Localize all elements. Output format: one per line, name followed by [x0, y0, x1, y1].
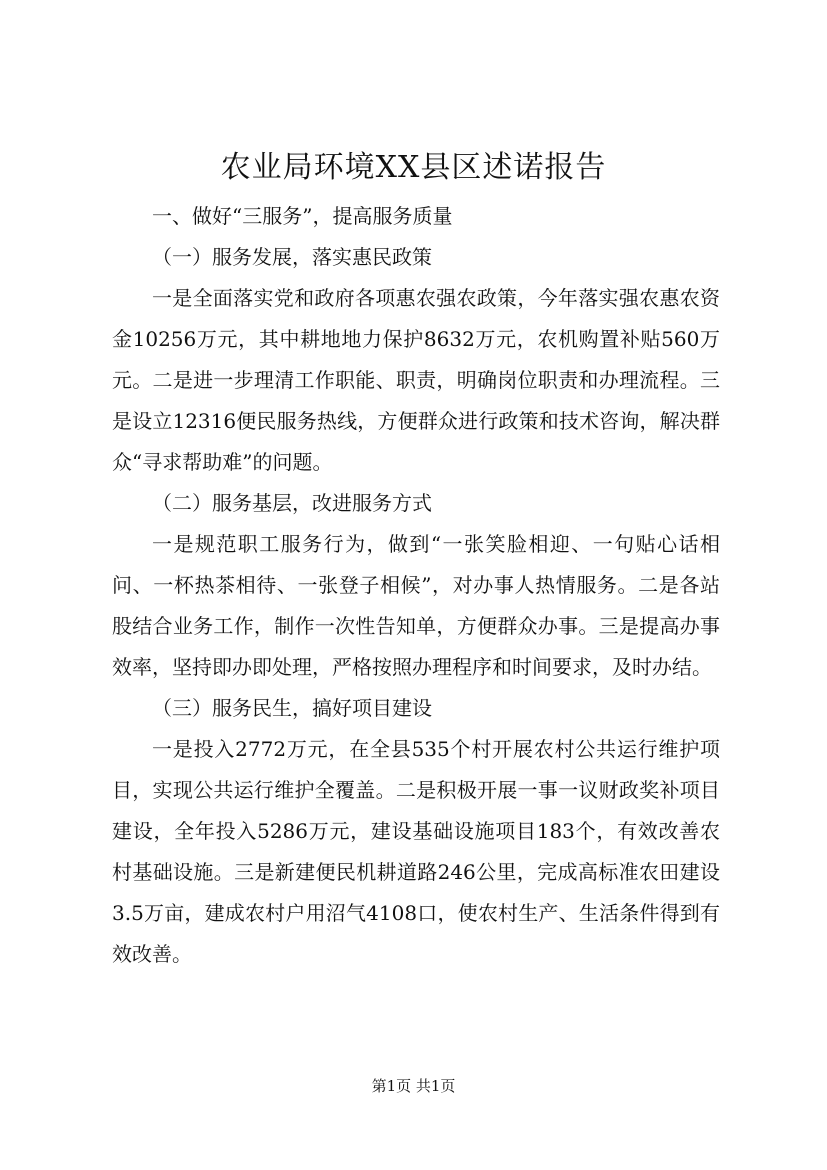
subsection-heading: （二）服务基层，改进服务方式: [152, 491, 432, 515]
section-heading: 一、做好“三服务”，提高服务质量: [152, 204, 453, 228]
body-paragraph: 一是投入2772万元，在全县535个村开展农村公共运行维护项目，实现公共运行维护全覆盖。二是积极开展一事一议财政奖补项目建设，全年投入5286万元，建设基础设施项目183个，有效改善农村基础设施。三是新建便民机耕道路246公里，完成高标准农田建设3.5万亩，建成农村户用沼气4108口，使农村生产、生活条件得到有效改善。: [112, 737, 720, 966]
subsection-heading: （一）服务发展，落实惠民政策: [152, 245, 432, 269]
page-number-footer: 第1页 共1页: [371, 1077, 456, 1095]
subsection-heading: （三）服务民生，搞好项目建设: [152, 696, 432, 720]
document-title: 农业局环境XX县区述诺报告: [220, 150, 607, 185]
body-paragraph: 一是全面落实党和政府各项惠农强农政策，今年落实强农惠农资金10256万元，其中耕地地力保护8632万元，农机购置补贴560万元。二是进一步理清工作职能、职责，明确岗位职责和办理流程。三是设立12316便民服务热线，方便群众进行政策和技术咨询，解决群众“寻求帮助难”的问题。: [112, 286, 720, 474]
document-body: [112, 196, 720, 975]
body-paragraph: 一是规范职工服务行为，做到“一张笑脸相迎、一句贴心话相问、一杯热茶相待、一张登子相候”，对办事人热情服务。二是各站股结合业务工作，制作一次性告知单，方便群众办事。三是提高办事效率，坚持即办即处理，严格按照办理程序和时间要求，及时办结。: [112, 532, 720, 679]
